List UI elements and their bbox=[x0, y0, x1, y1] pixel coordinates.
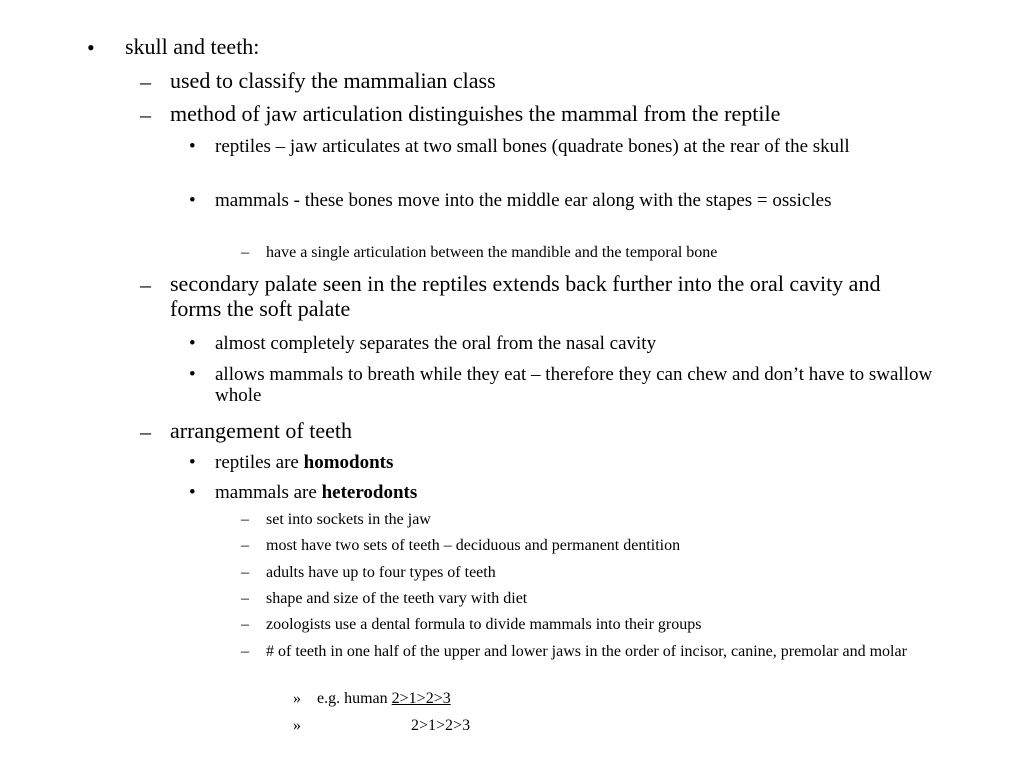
item-eg-human bbox=[317, 690, 957, 708]
item-mammals-bones: mammals - these bones move into the middle ear along with the stapes = ossicles bbox=[215, 190, 832, 211]
item-single-articulation: have a single articulation between the mandible and the temporal bone bbox=[266, 244, 718, 261]
dash-marker: – bbox=[241, 511, 249, 528]
dash-marker: – bbox=[140, 419, 151, 444]
dash-marker: – bbox=[241, 590, 249, 607]
outline-heading: skull and teeth: bbox=[125, 34, 260, 59]
item-shape-size: shape and size of the teeth vary with diet bbox=[266, 590, 528, 607]
item-palate: secondary palate seen in the reptiles extends back further into the oral cavity and forms the soft palate bbox=[170, 271, 881, 321]
dash-marker: – bbox=[241, 616, 249, 633]
eg-human-text: e.g. human bbox=[317, 690, 392, 707]
item-reptiles-jaw: reptiles – jaw articulates at two small bones (quadrate bones) at the rear of the skull bbox=[215, 136, 850, 157]
raquo-marker: » bbox=[293, 717, 301, 734]
bullet-marker: • bbox=[189, 190, 196, 211]
dash-marker: – bbox=[241, 537, 249, 554]
bullet-marker: • bbox=[189, 482, 196, 503]
item-num-teeth: # of teeth in one half of the upper and lower jaws in the order of incisor, canine, premolar and molar bbox=[266, 643, 907, 660]
bullet-marker: • bbox=[87, 35, 95, 60]
raquo-marker: » bbox=[293, 690, 301, 707]
item-arrangement: arrangement of teeth bbox=[170, 418, 353, 443]
bullet-marker: • bbox=[189, 364, 196, 385]
bullet-marker: • bbox=[189, 333, 196, 354]
dash-marker: – bbox=[140, 69, 151, 94]
item-breath: allows mammals to breath while they eat – therefore they can chew and don’t have to swallow whole bbox=[215, 364, 933, 407]
item-classify: used to classify the mammalian class bbox=[170, 68, 496, 93]
dash-marker: – bbox=[140, 272, 151, 297]
item-two-sets: most have two sets of teeth – deciduous and permanent dentition bbox=[266, 537, 681, 554]
bullet-marker: • bbox=[189, 136, 196, 157]
item-reptiles-homodonts bbox=[215, 452, 955, 473]
item-formula: zoologists use a dental formula to divide mammals into their groups bbox=[266, 616, 702, 633]
formula-upper: 2>1>2>3 bbox=[391, 690, 451, 707]
item-sockets: set into sockets in the jaw bbox=[266, 511, 431, 528]
dash-marker: – bbox=[140, 102, 151, 127]
dash-marker: – bbox=[241, 564, 249, 581]
mammals-are-text: mammals are bbox=[215, 482, 322, 503]
homodonts-term: homodonts bbox=[303, 452, 394, 473]
dash-marker: – bbox=[241, 643, 249, 660]
formula-lower: 2>1>2>3 bbox=[411, 717, 471, 734]
item-four-types: adults have up to four types of teeth bbox=[266, 564, 496, 581]
item-mammals-heterodonts bbox=[215, 482, 955, 503]
item-separates: almost completely separates the oral from the nasal cavity bbox=[215, 333, 657, 354]
item-jaw: method of jaw articulation distinguishes the mammal from the reptile bbox=[170, 101, 781, 126]
bullet-marker: • bbox=[189, 452, 196, 473]
dash-marker: – bbox=[241, 244, 249, 261]
heterodonts-term: heterodonts bbox=[321, 482, 418, 503]
reptiles-are-text: reptiles are bbox=[215, 452, 304, 473]
